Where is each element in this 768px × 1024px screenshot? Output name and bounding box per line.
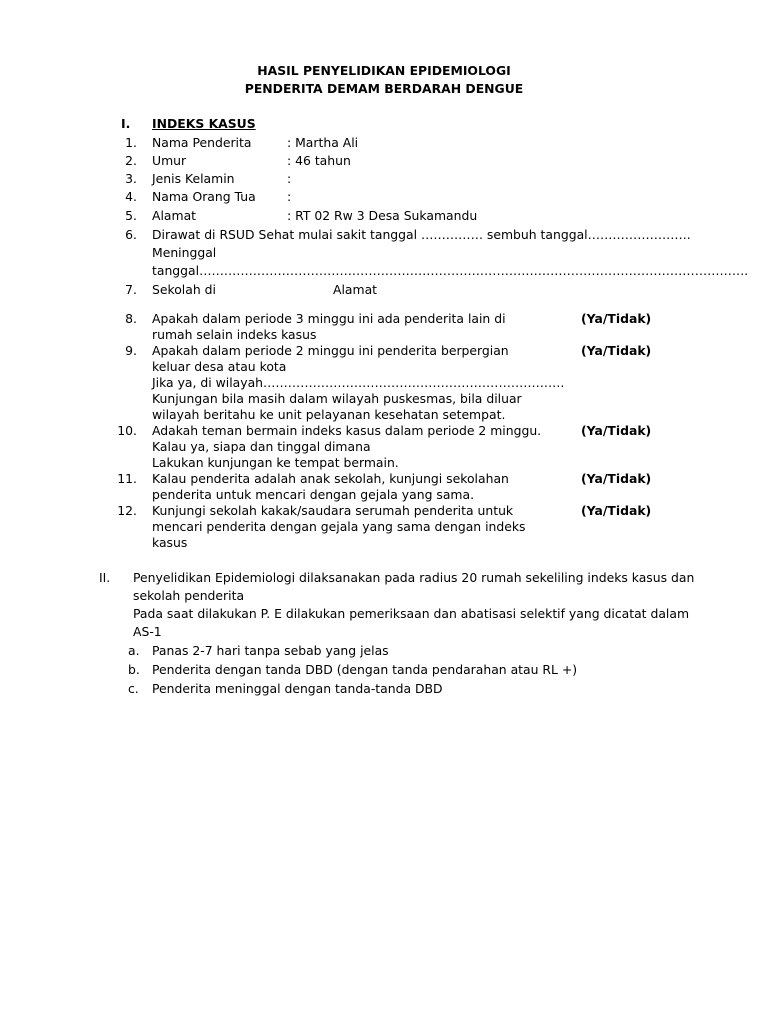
title-line-1: HASIL PENYELIDIKAN EPIDEMIOLOGI	[257, 63, 511, 78]
list-item-c: Penderita meninggal dengan tanda-tanda DBD	[152, 681, 443, 696]
question-9-line: Jika ya, di wilayah……………………………………………………………….	[152, 375, 565, 390]
item-7-label: Sekolah di	[152, 282, 216, 297]
question-number: 12.	[117, 503, 137, 518]
item-number: 6.	[125, 227, 137, 242]
question-10-line: Kalau ya, siapa dan tinggal dimana	[152, 439, 371, 454]
field-label-alamat: Alamat	[152, 208, 197, 223]
question-12-line: mencari penderita dengan gejala yang sama dengan indeks	[152, 519, 526, 534]
section-2-paragraph-line: sekolah penderita	[133, 588, 245, 603]
section-1-roman: I.	[121, 116, 131, 131]
question-number: 11.	[117, 471, 137, 486]
answer-ya-tidak: (Ya/Tidak)	[581, 423, 652, 438]
question-number: 9.	[125, 343, 137, 358]
title-line-2: PENDERITA DEMAM BERDARAH DENGUE	[244, 81, 524, 96]
field-value-nama-orang-tua: :	[287, 189, 292, 204]
question-8-line: Apakah dalam periode 3 minggu ini ada penderita lain di	[152, 311, 506, 326]
section-1-heading: INDEKS KASUS	[152, 116, 256, 131]
question-11-line: penderita untuk mencari dengan gejala yang sama.	[152, 487, 475, 502]
question-10-line: Lakukan kunjungan ke tempat bermain.	[152, 455, 399, 470]
question-10-line: Adakah teman bermain indeks kasus dalam periode 2 minggu.	[152, 423, 542, 438]
question-9-line: Kunjungan bila masih dalam wilayah puskesmas, bila diluar	[152, 391, 522, 406]
question-9-line: wilayah beritahu ke unit pelayanan kesehatan setempat.	[152, 407, 506, 422]
list-letter: a.	[128, 643, 140, 658]
item-7-alamat: Alamat	[333, 282, 378, 297]
section-2-paragraph-line: Penyelidikan Epidemiologi dilaksanakan pada radius 20 rumah sekeliling indeks kasus dan	[133, 570, 695, 585]
item-6-line-1: Dirawat di RSUD Sehat mulai sakit tanggal …………… sembuh tanggal…………………….	[152, 227, 691, 242]
item-number: 4.	[125, 189, 137, 204]
answer-ya-tidak: (Ya/Tidak)	[581, 503, 652, 518]
item-number: 3.	[125, 171, 137, 186]
list-letter: b.	[128, 662, 140, 677]
list-item-a: Panas 2-7 hari tanpa sebab yang jelas	[152, 643, 389, 658]
section-2-roman: II.	[99, 570, 111, 585]
question-number: 10.	[117, 423, 137, 438]
item-6-line-2: Meninggal	[152, 245, 217, 260]
section-2-paragraph-line: AS-1	[133, 624, 162, 639]
question-12-line: kasus	[152, 535, 188, 550]
question-8-line: rumah selain indeks kasus	[152, 327, 317, 342]
field-label-jenis-kelamin: Jenis Kelamin	[152, 171, 235, 186]
list-letter: c.	[128, 681, 139, 696]
field-value-alamat: : RT 02 Rw 3 Desa Sukamandu	[287, 208, 478, 223]
answer-ya-tidak: (Ya/Tidak)	[581, 311, 652, 326]
question-9-line: keluar desa atau kota	[152, 359, 287, 374]
answer-ya-tidak: (Ya/Tidak)	[581, 471, 652, 486]
answer-ya-tidak: (Ya/Tidak)	[581, 343, 652, 358]
item-number: 2.	[125, 153, 137, 168]
field-label-nama-penderita: Nama Penderita	[152, 135, 252, 150]
question-11-line: Kalau penderita adalah anak sekolah, kunjungi sekolahan	[152, 471, 509, 486]
question-number: 8.	[125, 311, 137, 326]
field-value-nama-penderita: : Martha Ali	[287, 135, 359, 150]
item-6-line-3: tanggal…………………………………………………………………………………………………………………….	[152, 263, 749, 278]
field-value-umur: : 46 tahun	[287, 153, 351, 168]
field-label-nama-orang-tua: Nama Orang Tua	[152, 189, 256, 204]
field-value-jenis-kelamin: :	[287, 171, 292, 186]
section-2-paragraph-line: Pada saat dilakukan P. E dilakukan pemeriksaan dan abatisasi selektif yang dicatat dalam	[133, 606, 690, 621]
item-number: 7.	[125, 282, 137, 297]
item-number: 1.	[125, 135, 137, 150]
question-12-line: Kunjungi sekolah kakak/saudara serumah penderita untuk	[152, 503, 514, 518]
question-9-line: Apakah dalam periode 2 minggu ini penderita berpergian	[152, 343, 509, 358]
list-item-b: Penderita dengan tanda DBD (dengan tanda pendarahan atau RL +)	[152, 662, 578, 677]
item-number: 5.	[125, 208, 137, 223]
field-label-umur: Umur	[152, 153, 187, 168]
